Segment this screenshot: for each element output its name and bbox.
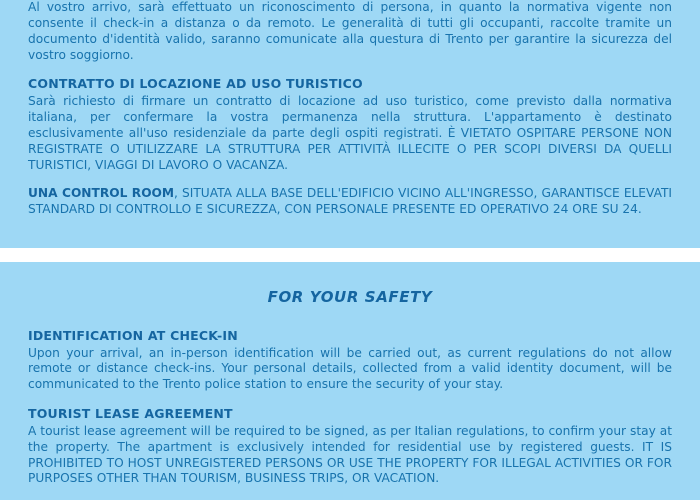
english-identification-title: IDENTIFICATION AT CHECK-IN	[28, 328, 238, 343]
english-panel-heading: FOR YOUR SAFETY	[267, 288, 433, 306]
italian-lease-paragraph: Sarà richiesto di firmare un contratto di locazione ad uso turistico, come previsto dalla normativa italiana, per confermare la vostra permanenza nella struttura. L'appartamento è destinato esclusivamente all'uso residenziale da parte degli ospiti registrati. È VIETATO OSPITARE PERSONE NON REGISTRATE O UTILIZZARE LA STRUTTURA PER ATTIVITÀ ILLECITE O PER SCOPI DIVERSI DA QUELLI TURISTICI, VIAGGI DI LAVORO O VACANZA.	[28, 94, 672, 172]
italian-lease-block	[28, 76, 672, 173]
english-lease-title: TOURIST LEASE AGREEMENT	[28, 406, 233, 422]
english-lease-paragraph: A tourist lease agreement will be required to be signed, as per Italian regulations, to confirm your stay at the property. The apartment is exclusively intended for residential use by registered guests. IT IS PROHIBITED TO HOST UNREGISTERED PERSONS OR USE THE PROPERTY FOR ILLEGAL ACTIVITIES OR FOR PURPOSES OTHER THAN TOURISM, BUSINESS TRIPS, OR VACATION.	[28, 423, 672, 486]
italian-intro-block	[28, 0, 672, 63]
italian-control-room-label: UNA CONTROL ROOM	[28, 186, 175, 201]
english-identification-paragraph: Upon your arrival, an in-person identification will be carried out, as current regulations do not allow remote or distance check-ins. Your personal details, collected from a valid identity document, will be communicated to the Trento police station to ensure the security of your stay.	[28, 345, 672, 392]
english-identification-block	[28, 328, 672, 393]
italian-control-room-text: , SITUATA ALLA BASE DELL'EDIFICIO VICINO ALL'INGRESSO, GARANTISCE ELEVATI STANDARD DI CONTROLLO E SICUREZZA, CON PERSONALE PRESENTE ED OPERATIVO 24 ORE SU 24.	[28, 186, 672, 217]
italian-lease-title: CONTRATTO DI LOCAZIONE AD USO TURISTICO	[28, 76, 363, 92]
italian-safety-panel	[0, 0, 700, 248]
italian-control-room-paragraph	[28, 186, 672, 218]
english-safety-panel	[0, 262, 700, 500]
italian-control-room-block	[28, 186, 672, 218]
italian-intro-paragraph: Al vostro arrivo, sarà effettuato un riconoscimento di persona, in quanto la normativa vigente non consente il check-in a distanza o da remoto. Le generalità di tutti gli occupanti, raccolte tramite un documento d'identità valido, saranno comunicate alla questura di Trento per garantire la sicurezza del vostro soggiorno.	[28, 0, 672, 62]
english-lease-block	[28, 406, 672, 487]
